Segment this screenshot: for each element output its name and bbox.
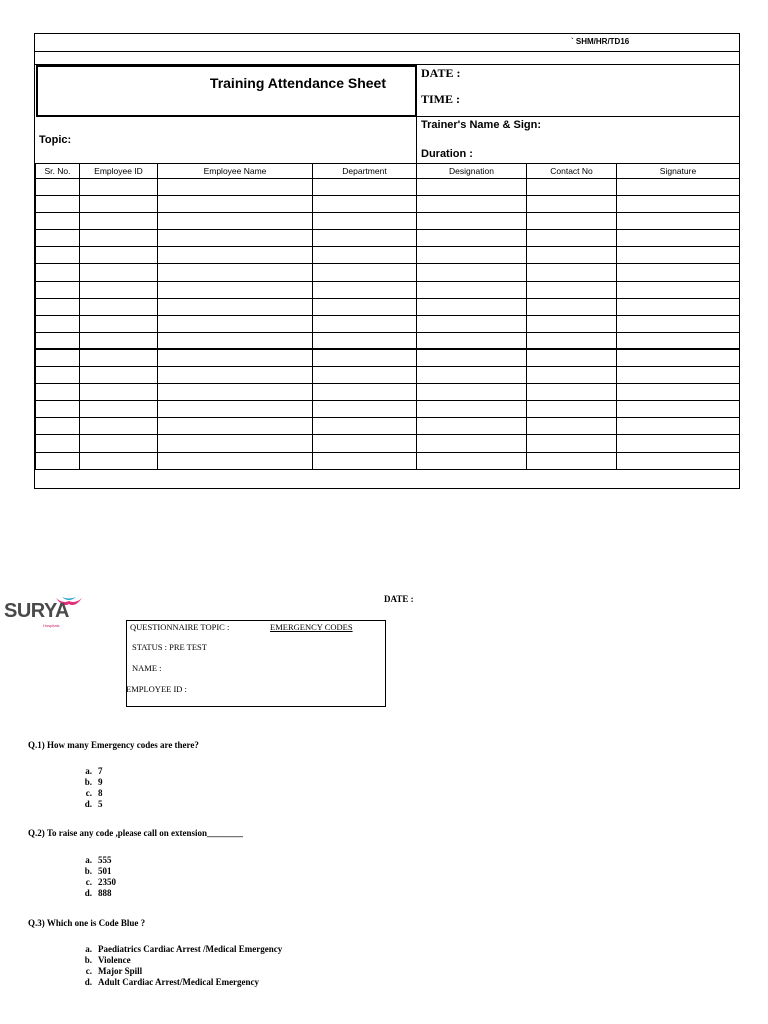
option-letter: b. xyxy=(84,955,92,965)
table-row xyxy=(36,435,740,452)
table-cell[interactable] xyxy=(617,435,740,452)
question-1-text: Q.1) How many Emergency codes are there? xyxy=(28,740,199,750)
table-cell[interactable] xyxy=(158,247,313,264)
surya-logo xyxy=(4,596,84,632)
option-text: 8 xyxy=(98,788,103,798)
table-cell[interactable] xyxy=(158,196,313,213)
table-cell[interactable] xyxy=(417,315,527,332)
table-cell[interactable] xyxy=(313,230,417,247)
table-cell[interactable] xyxy=(527,401,617,418)
option-letter: d. xyxy=(84,977,92,987)
employee-id-label: EMPLOYEE ID : xyxy=(126,684,187,694)
table-cell[interactable] xyxy=(527,179,617,196)
column-header-contact-no: Contact No xyxy=(527,164,617,179)
table-row xyxy=(36,401,740,418)
table-cell[interactable] xyxy=(158,315,313,332)
option-text: 555 xyxy=(98,855,112,865)
table-cell[interactable] xyxy=(313,452,417,469)
questionnaire-date-label: DATE : xyxy=(384,594,414,604)
answer-option[interactable] xyxy=(76,955,282,966)
title-box xyxy=(36,65,417,117)
table-cell[interactable] xyxy=(36,264,80,281)
table-cell[interactable] xyxy=(313,349,417,366)
table-header-row xyxy=(36,164,740,179)
table-cell[interactable] xyxy=(617,298,740,315)
spacer-row xyxy=(35,52,739,65)
table-cell[interactable] xyxy=(80,435,158,452)
table-row xyxy=(36,418,740,435)
table-cell[interactable] xyxy=(36,315,80,332)
table-cell[interactable] xyxy=(417,281,527,298)
table-cell[interactable] xyxy=(36,196,80,213)
option-text: 2350 xyxy=(98,877,116,887)
table-cell[interactable] xyxy=(80,332,158,349)
table-cell[interactable] xyxy=(617,452,740,469)
option-letter: c. xyxy=(85,788,92,798)
column-header-employee-name: Employee Name xyxy=(158,164,313,179)
answer-option[interactable] xyxy=(76,977,282,988)
table-cell[interactable] xyxy=(313,315,417,332)
table-cell[interactable] xyxy=(36,281,80,298)
status-label: STATUS : PRE TEST xyxy=(132,642,207,652)
table-row xyxy=(36,179,740,196)
option-text: 7 xyxy=(98,766,103,776)
table-cell[interactable] xyxy=(313,179,417,196)
option-text: Major Spill xyxy=(98,966,143,976)
table-cell[interactable] xyxy=(158,452,313,469)
date-label: DATE : xyxy=(421,66,461,80)
trainer-box xyxy=(417,117,739,163)
option-text: 5 xyxy=(98,799,103,809)
table-cell[interactable] xyxy=(313,418,417,435)
attendance-table xyxy=(35,163,740,470)
table-row xyxy=(36,264,740,281)
table-cell[interactable] xyxy=(36,247,80,264)
table-cell[interactable] xyxy=(36,298,80,315)
option-letter: c. xyxy=(85,966,92,976)
table-cell[interactable] xyxy=(36,213,80,230)
reference-code: ` SHM/HR/TD16 xyxy=(571,37,630,46)
attendance-sheet xyxy=(34,33,740,489)
question-3-options xyxy=(76,944,282,988)
table-cell[interactable] xyxy=(617,281,740,298)
table-cell[interactable] xyxy=(527,247,617,264)
table-cell[interactable] xyxy=(617,332,740,349)
table-cell[interactable] xyxy=(80,179,158,196)
answer-option[interactable] xyxy=(76,877,116,888)
option-text: 9 xyxy=(98,777,103,787)
table-cell[interactable] xyxy=(158,367,313,384)
option-letter: a. xyxy=(85,944,92,954)
answer-option[interactable] xyxy=(76,944,282,955)
table-cell[interactable] xyxy=(158,349,313,366)
table-cell[interactable] xyxy=(36,349,80,366)
table-cell[interactable] xyxy=(158,264,313,281)
table-cell[interactable] xyxy=(417,213,527,230)
table-cell[interactable] xyxy=(80,315,158,332)
answer-option[interactable] xyxy=(76,777,103,788)
table-cell[interactable] xyxy=(527,384,617,401)
table-cell[interactable] xyxy=(417,196,527,213)
table-cell[interactable] xyxy=(417,349,527,366)
table-cell[interactable] xyxy=(527,196,617,213)
table-cell[interactable] xyxy=(313,298,417,315)
option-letter: a. xyxy=(85,766,92,776)
table-cell[interactable] xyxy=(417,435,527,452)
table-cell[interactable] xyxy=(36,230,80,247)
table-cell[interactable] xyxy=(617,196,740,213)
table-cell[interactable] xyxy=(527,315,617,332)
table-cell[interactable] xyxy=(313,435,417,452)
table-cell[interactable] xyxy=(617,247,740,264)
table-row xyxy=(36,367,740,384)
table-cell[interactable] xyxy=(527,367,617,384)
table-cell[interactable] xyxy=(527,213,617,230)
table-cell[interactable] xyxy=(158,401,313,418)
question-1-options xyxy=(76,766,103,810)
table-cell[interactable] xyxy=(617,384,740,401)
question-2-options xyxy=(76,855,116,899)
table-cell[interactable] xyxy=(36,332,80,349)
answer-option[interactable] xyxy=(76,799,103,810)
table-cell[interactable] xyxy=(158,435,313,452)
trainer-label: Trainer's Name & Sign: xyxy=(421,119,541,131)
table-cell[interactable] xyxy=(80,213,158,230)
questionnaire-info-box xyxy=(126,620,386,707)
table-cell[interactable] xyxy=(80,230,158,247)
table-cell[interactable] xyxy=(527,418,617,435)
table-cell[interactable] xyxy=(617,230,740,247)
table-cell[interactable] xyxy=(158,418,313,435)
answer-option[interactable] xyxy=(76,766,103,777)
table-cell[interactable] xyxy=(527,349,617,366)
table-cell[interactable] xyxy=(527,332,617,349)
table-cell[interactable] xyxy=(313,281,417,298)
table-row xyxy=(36,349,740,366)
date-time-box xyxy=(417,65,739,117)
table-cell[interactable] xyxy=(527,230,617,247)
table-cell[interactable] xyxy=(313,264,417,281)
option-letter: b. xyxy=(84,866,92,876)
table-cell[interactable] xyxy=(158,332,313,349)
table-cell[interactable] xyxy=(80,281,158,298)
table-cell[interactable] xyxy=(617,418,740,435)
answer-option[interactable] xyxy=(76,855,116,866)
table-cell[interactable] xyxy=(313,196,417,213)
table-cell[interactable] xyxy=(36,367,80,384)
time-label: TIME : xyxy=(421,92,460,106)
option-text: 501 xyxy=(98,866,112,876)
table-cell[interactable] xyxy=(158,179,313,196)
option-text: Paediatrics Cardiac Arrest /Medical Emergency xyxy=(98,944,283,954)
table-cell[interactable] xyxy=(617,213,740,230)
option-text: Adult Cardiac Arrest/Medical Emergency xyxy=(98,977,260,987)
table-cell[interactable] xyxy=(417,298,527,315)
table-cell[interactable] xyxy=(80,264,158,281)
table-cell[interactable] xyxy=(417,264,527,281)
table-cell[interactable] xyxy=(80,418,158,435)
table-cell[interactable] xyxy=(158,298,313,315)
table-cell[interactable] xyxy=(417,452,527,469)
table-row xyxy=(36,384,740,401)
table-cell[interactable] xyxy=(617,349,740,366)
name-label: NAME : xyxy=(132,663,162,673)
option-letter: b. xyxy=(84,777,92,787)
table-cell[interactable] xyxy=(80,298,158,315)
duration-label: Duration : xyxy=(421,148,473,160)
table-cell[interactable] xyxy=(527,298,617,315)
column-header-department: Department xyxy=(313,164,417,179)
option-letter: c. xyxy=(85,877,92,887)
option-letter: a. xyxy=(85,855,92,865)
logo-wordmark: SURYA xyxy=(4,600,69,622)
table-cell[interactable] xyxy=(617,264,740,281)
table-cell[interactable] xyxy=(80,247,158,264)
table-row xyxy=(36,332,740,349)
table-cell[interactable] xyxy=(158,384,313,401)
questionnaire-topic-label: QUESTIONNAIRE TOPIC : xyxy=(130,622,230,632)
table-cell[interactable] xyxy=(158,213,313,230)
answer-option[interactable] xyxy=(76,888,116,899)
logo-subtext: Hospitals xyxy=(43,623,60,628)
table-cell[interactable] xyxy=(313,332,417,349)
table-row xyxy=(36,230,740,247)
question-2-text: Q.2) To raise any code ,please call on extension________ xyxy=(28,828,244,838)
question-3-text: Q.3) Which one is Code Blue ? xyxy=(28,918,146,928)
table-cell[interactable] xyxy=(313,384,417,401)
table-cell[interactable] xyxy=(313,401,417,418)
reference-row xyxy=(35,34,739,52)
table-cell[interactable] xyxy=(158,281,313,298)
table-cell[interactable] xyxy=(527,452,617,469)
option-letter: d. xyxy=(84,888,92,898)
option-letter: d. xyxy=(84,799,92,809)
table-cell[interactable] xyxy=(36,384,80,401)
table-cell[interactable] xyxy=(80,196,158,213)
column-header-signature: Signature xyxy=(617,164,740,179)
option-text: Violence xyxy=(98,955,131,965)
table-cell[interactable] xyxy=(313,247,417,264)
table-cell[interactable] xyxy=(527,435,617,452)
attendance-table-body xyxy=(36,179,740,470)
table-cell[interactable] xyxy=(36,418,80,435)
table-row xyxy=(36,298,740,315)
table-row xyxy=(36,315,740,332)
table-row xyxy=(36,196,740,213)
table-cell[interactable] xyxy=(80,384,158,401)
table-cell[interactable] xyxy=(36,452,80,469)
topic-label: Topic: xyxy=(39,134,72,146)
questionnaire-topic-value: EMERGENCY CODES xyxy=(270,622,353,632)
table-cell[interactable] xyxy=(313,213,417,230)
table-cell[interactable] xyxy=(158,230,313,247)
table-cell[interactable] xyxy=(417,418,527,435)
answer-option[interactable] xyxy=(76,866,116,877)
column-header-sr-no: Sr. No. xyxy=(36,164,80,179)
table-cell[interactable] xyxy=(617,315,740,332)
table-cell[interactable] xyxy=(417,247,527,264)
table-cell[interactable] xyxy=(527,281,617,298)
table-cell[interactable] xyxy=(417,179,527,196)
table-cell[interactable] xyxy=(617,401,740,418)
answer-option[interactable] xyxy=(76,788,103,799)
table-cell[interactable] xyxy=(36,435,80,452)
table-cell[interactable] xyxy=(417,230,527,247)
table-row xyxy=(36,213,740,230)
option-text: 888 xyxy=(98,888,112,898)
table-cell[interactable] xyxy=(417,367,527,384)
table-cell[interactable] xyxy=(80,401,158,418)
table-cell[interactable] xyxy=(417,401,527,418)
table-cell[interactable] xyxy=(80,367,158,384)
table-cell[interactable] xyxy=(313,367,417,384)
table-cell[interactable] xyxy=(417,332,527,349)
table-row xyxy=(36,247,740,264)
table-cell[interactable] xyxy=(80,349,158,366)
table-cell[interactable] xyxy=(80,452,158,469)
table-cell[interactable] xyxy=(36,401,80,418)
table-cell[interactable] xyxy=(617,179,740,196)
table-cell[interactable] xyxy=(617,367,740,384)
table-cell[interactable] xyxy=(36,179,80,196)
topic-box xyxy=(35,117,417,163)
column-header-designation: Designation xyxy=(417,164,527,179)
table-row xyxy=(36,281,740,298)
table-cell[interactable] xyxy=(417,384,527,401)
column-header-employee-id: Employee ID xyxy=(80,164,158,179)
table-row xyxy=(36,452,740,469)
table-cell[interactable] xyxy=(527,264,617,281)
sheet-title: Training Attendance Sheet xyxy=(209,75,386,91)
answer-option[interactable] xyxy=(76,966,282,977)
